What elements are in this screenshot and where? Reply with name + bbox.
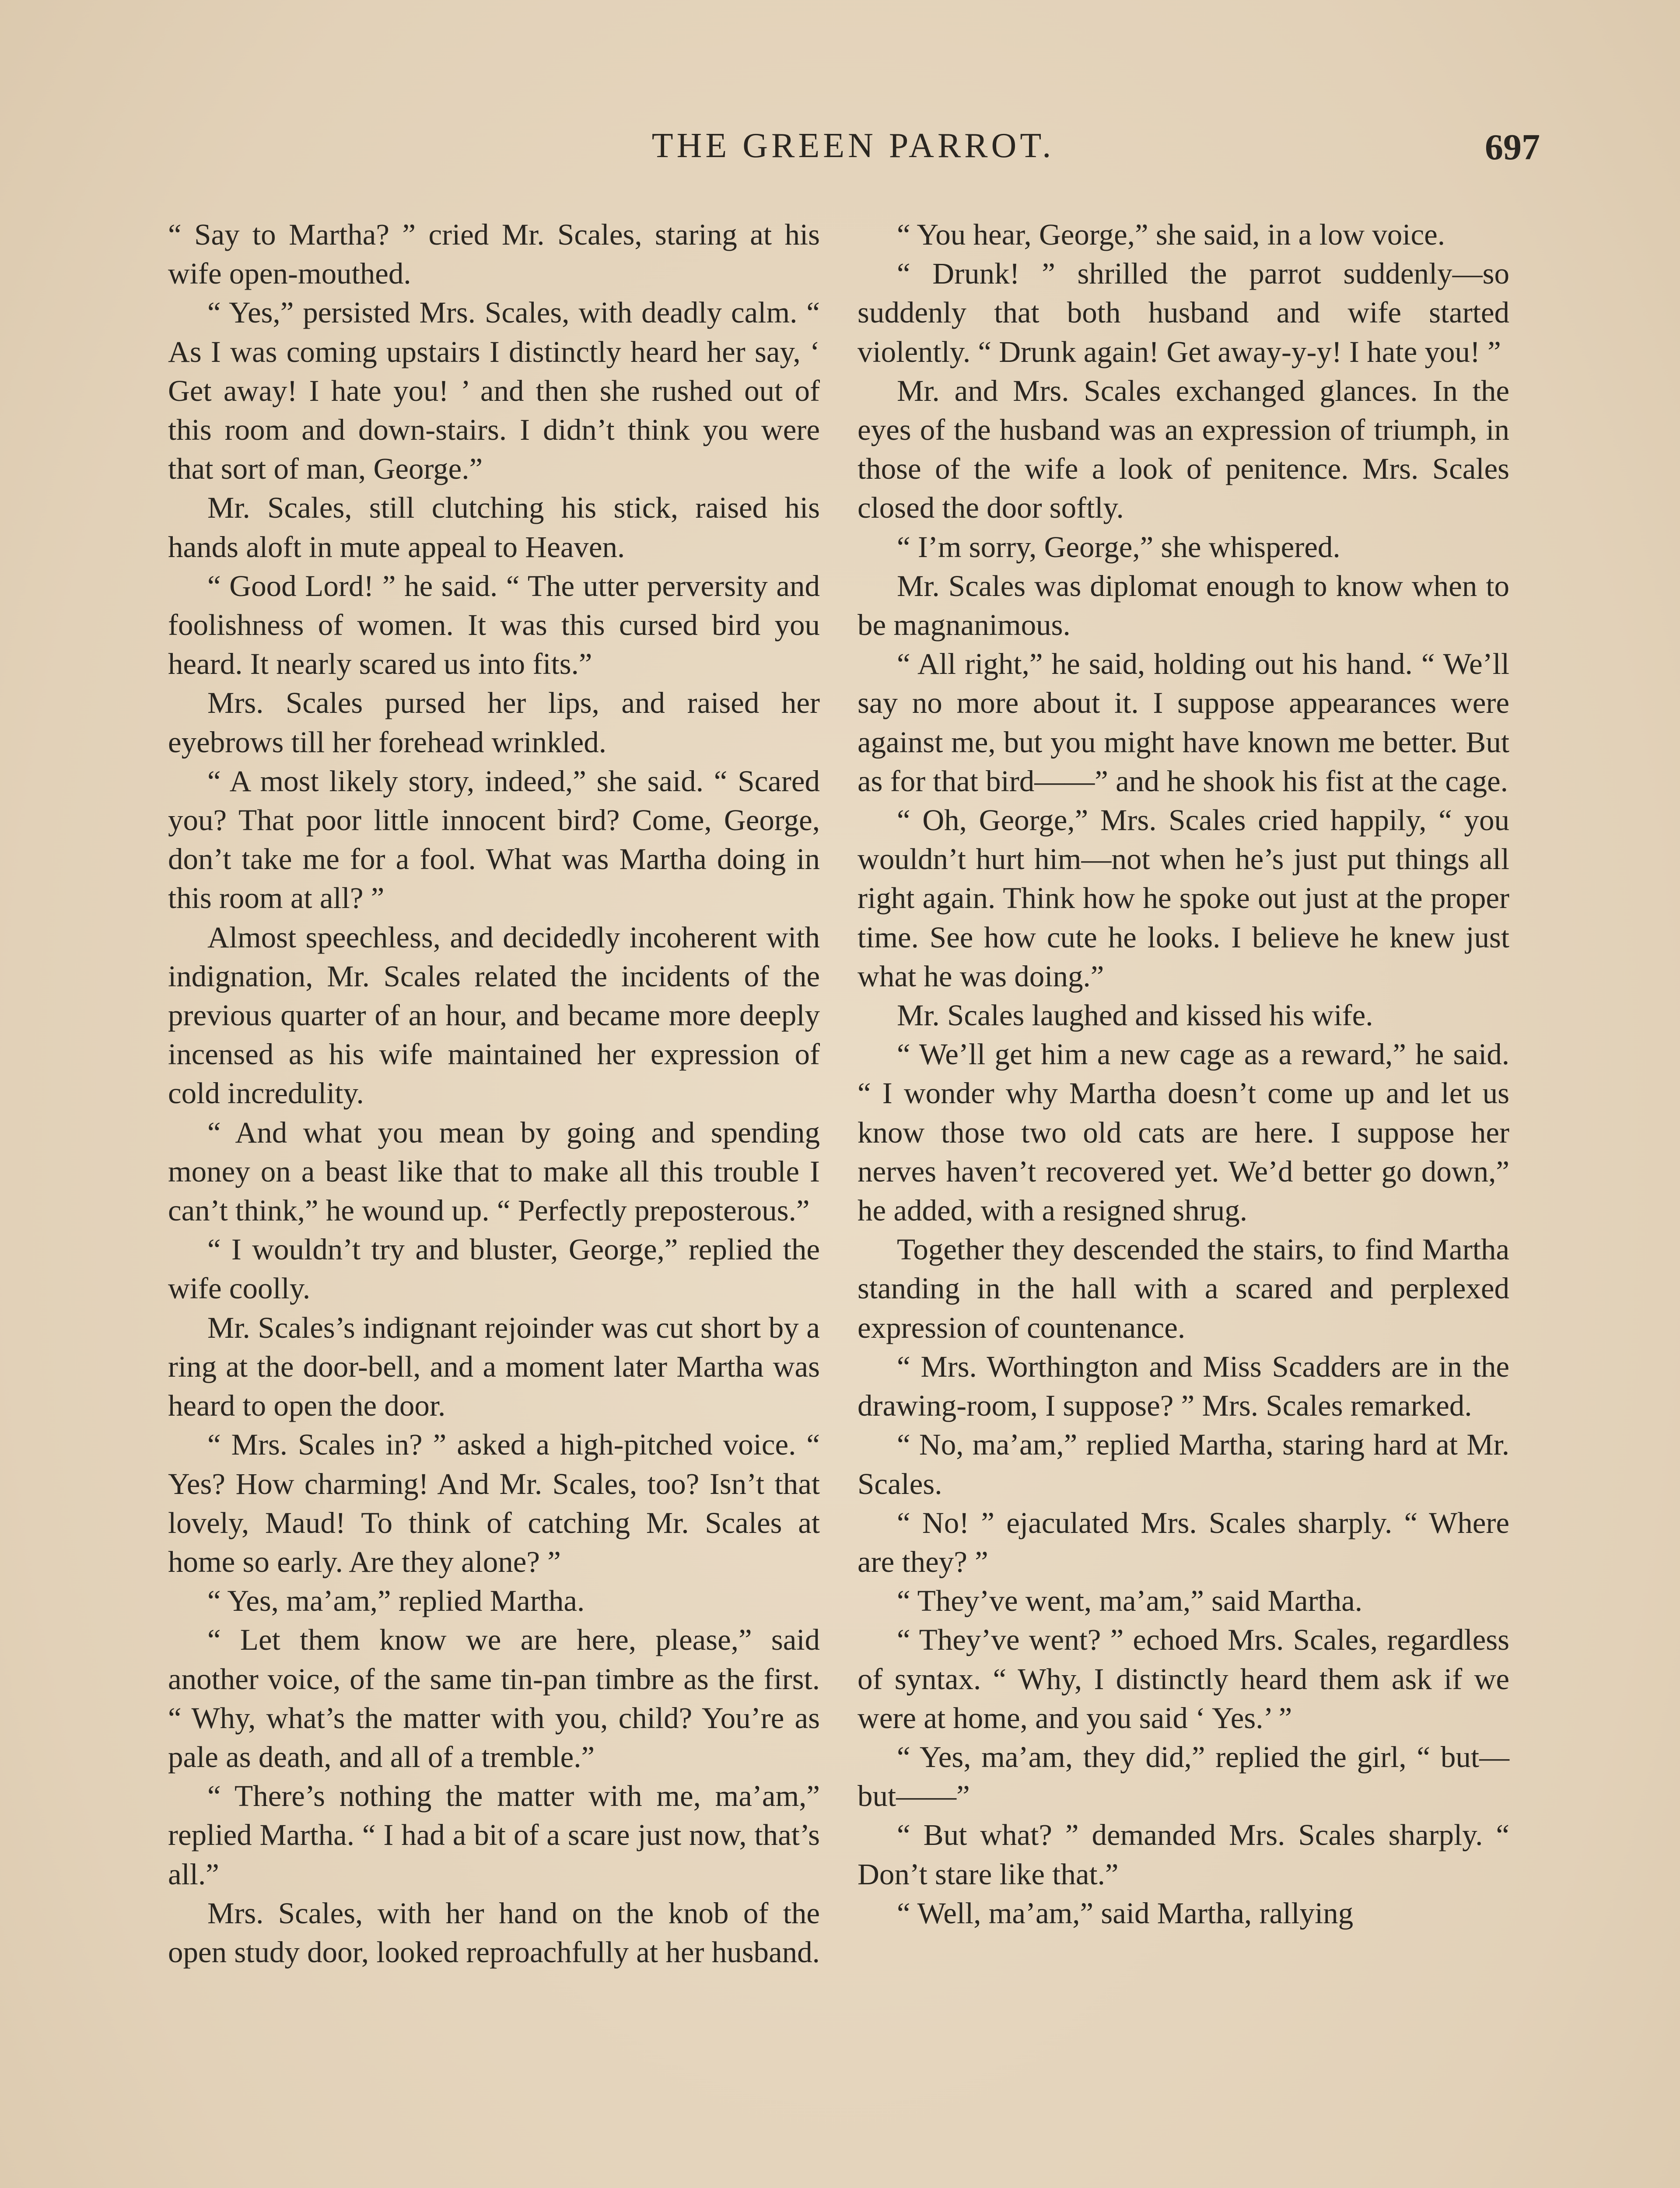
paragraph: Mr. Scales was diplomat enough to know when to be magnanimous. — [858, 569, 1509, 642]
right-column — [858, 215, 1509, 1933]
paragraph: “ There’s nothing the matter with me, ma’am,” replied Martha. “ I had a bit of a scare just now, that’s all.” — [168, 1779, 820, 1891]
paragraph: “ Yes, ma’am, they did,” replied the girl, “ but—but——” — [858, 1740, 1509, 1813]
left-column — [168, 215, 820, 1972]
running-title: THE GREEN PARROT. — [651, 126, 1055, 165]
paragraph: “ We’ll get him a new cage as a reward,” he said. “ I wonder why Martha doesn’t come up and let us know those two old cats are here. I suppose her nerves haven’t recovered yet. We’d better go down,” he added, with a resigned shrug. — [858, 1038, 1509, 1227]
paragraph: “ I’m sorry, George,” she whispered. — [897, 530, 1340, 564]
paragraph: “ Yes,” persisted Mrs. Scales, with deadly calm. “ As I was coming upstairs I distinctly heard her say, ‘ Get away! I hate you! ’ and then she rushed out of this room and down-stairs. I didn’t think you were that sort of man, George.” — [168, 296, 820, 486]
paragraph: “ No, ma’am,” replied Martha, staring hard at Mr. Scales. — [858, 1428, 1509, 1501]
paragraph: “ Oh, George,” Mrs. Scales cried happily, “ you wouldn’t hurt him—not when he’s just put things all right again. Think how he spoke out just at the proper time. See how cute he looks. I believe he knew just what he was doing.” — [858, 803, 1509, 993]
paragraph: “ And what you mean by going and spending money on a beast like that to make all this trouble I can’t think,” he wound up. “ Perfectly preposterous.” — [168, 1115, 820, 1227]
paragraph: Almost speechless, and decidedly incoherent with indignation, Mr. Scales related the incidents of the previous quarter of an hour, and became more deeply incensed as his wife maintained her expression of cold incredulity. — [168, 920, 820, 1110]
paragraph: “ Well, ma’am,” said Martha, rallying — [897, 1896, 1354, 1930]
paragraph: Mr. Scales laughed and kissed his wife. — [897, 999, 1373, 1032]
paragraph: Mr. and Mrs. Scales exchanged glances. In the eyes of the husband was an expression of triumph, in those of the wife a look of penitence. Mrs. Scales closed the door softly. — [858, 374, 1509, 525]
paragraph: “ Mrs. Scales in? ” asked a high-pitched voice. “ Yes? How charming! And Mr. Scales, too? Isn’t that lovely, Maud! To think of catching Mr. Scales at home so early. Are they alone? ” — [168, 1428, 820, 1578]
paragraph: “ No! ” ejaculated Mrs. Scales sharply. “ Where are they? ” — [858, 1506, 1509, 1578]
page-number: 697 — [1485, 127, 1540, 168]
paragraph: “ A most likely story, indeed,” she said. “ Scared you? That poor little innocent bird? Come, George, don’t take me for a fool. What was Martha doing in this room at all? ” — [168, 764, 820, 915]
running-header — [166, 126, 1540, 187]
paragraph: Mrs. Scales, with her hand on the knob of the open study door, looked reproachfully at her husband. — [168, 1896, 820, 1969]
paragraph: “ Good Lord! ” he said. “ The utter perversity and foolishness of women. It was this cursed bird you heard. It nearly scared us into fits.” — [168, 569, 820, 681]
paragraph: “ Drunk! ” shrilled the parrot suddenly—so suddenly that both husband and wife started violently. “ Drunk again! Get away-y-y! I hate you! ” — [858, 257, 1509, 368]
paragraph: “ They’ve went? ” echoed Mrs. Scales, regardless of syntax. “ Why, I distinctly heard them ask if we were at home, and you said ‘ Yes.’ ” — [858, 1623, 1509, 1735]
paragraph: Mrs. Scales pursed her lips, and raised her eyebrows till her forehead wrinkled. — [168, 686, 820, 759]
paragraph: “ Say to Martha? ” cried Mr. Scales, staring at his wife open-mouthed. — [168, 218, 820, 291]
paragraph: “ They’ve went, ma’am,” said Martha. — [897, 1584, 1362, 1618]
paragraph: “ You hear, George,” she said, in a low voice. — [897, 218, 1445, 251]
paragraph: “ I wouldn’t try and bluster, George,” replied the wife coolly. — [168, 1233, 820, 1305]
paragraph: “ All right,” he said, holding out his hand. “ We’ll say no more about it. I suppose appearances were against me, but you might have known me better. But as for that bird——” and he shook his fist at the cage. — [858, 647, 1509, 798]
paragraph: Mr. Scales’s indignant rejoinder was cut short by a ring at the door-bell, and a moment later Martha was heard to open the door. — [168, 1311, 820, 1423]
paragraph: “ Let them know we are here, please,” said another voice, of the same tin-pan timbre as the first. “ Why, what’s the matter with you, child? You’re as pale as death, and all of a tremble.” — [168, 1623, 820, 1774]
paragraph: Together they descended the stairs, to find Martha standing in the hall with a scared and perplexed expression of countenance. — [858, 1233, 1509, 1344]
paragraph: “ Mrs. Worthington and Miss Scadders are in the drawing-room, I suppose? ” Mrs. Scales remarked. — [858, 1350, 1509, 1423]
paragraph: “ But what? ” demanded Mrs. Scales sharply. “ Don’t stare like that.” — [858, 1818, 1509, 1891]
paragraph: “ Yes, ma’am,” replied Martha. — [207, 1584, 585, 1618]
paragraph: Mr. Scales, still clutching his stick, raised his hands aloft in mute appeal to Heaven. — [168, 491, 820, 564]
